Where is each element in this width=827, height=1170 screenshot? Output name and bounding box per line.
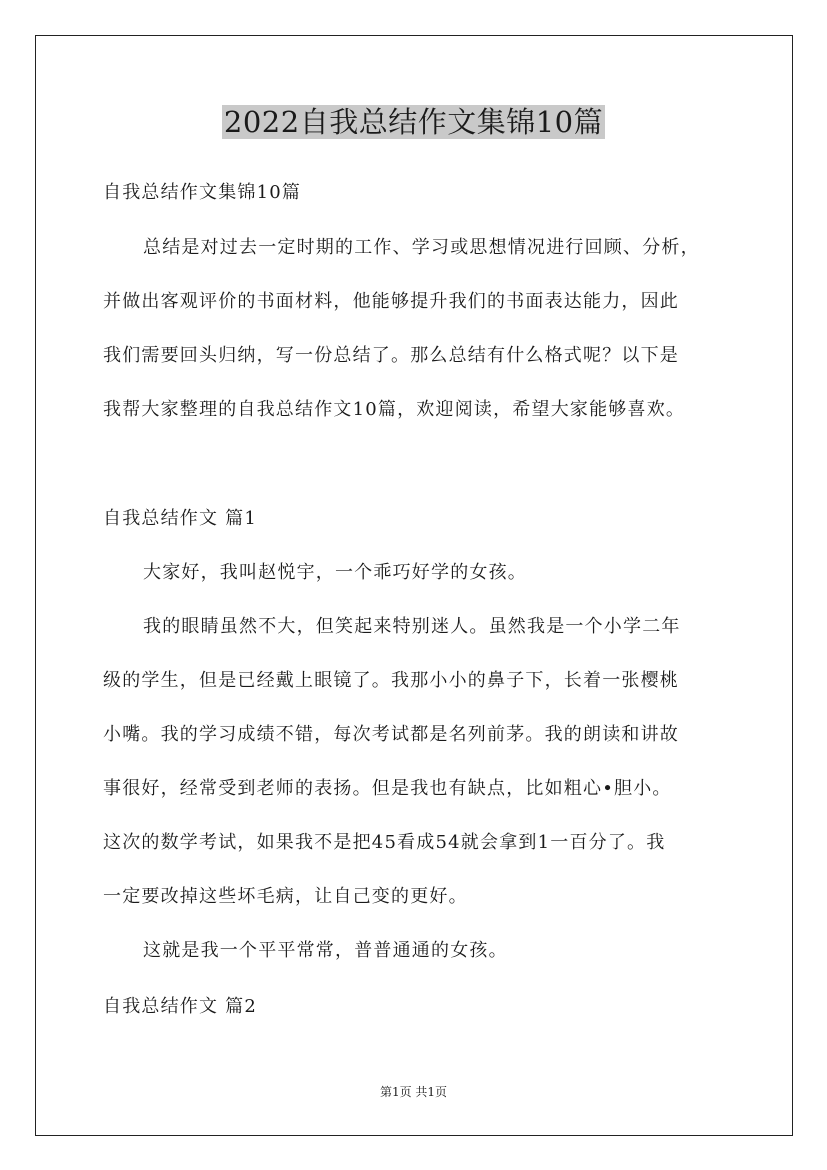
page-number-footer: 第1页 共1页 <box>379 1085 448 1099</box>
intro-line-4: 我帮大家整理的自我总结作文10篇，欢迎阅读，希望大家能够喜欢。 <box>103 399 686 420</box>
section-1-paragraph-2-line-1: 我的眼睛虽然不大，但笑起来特别迷人。虽然我是一个小学二年 <box>143 616 681 637</box>
document-subtitle: 自我总结作文集锦10篇 <box>103 182 302 203</box>
section-2-heading: 自我总结作文 篇2 <box>103 996 257 1017</box>
document-title: 2022自我总结作文集锦10篇 <box>223 105 604 139</box>
intro-line-1: 总结是对过去一定时期的工作、学习或思想情况进行回顾、分析， <box>143 237 700 258</box>
section-1-paragraph-2-line-3: 小嘴。我的学习成绩不错，每次考试都是名列前茅。我的朗读和讲故 <box>103 724 679 745</box>
section-1-paragraph-2-line-5: 这次的数学考试，如果我不是把45看成54就会拿到1一百分了。我 <box>103 832 666 853</box>
intro-line-3: 我们需要回头归纳，写一份总结了。那么总结有什么格式呢？以下是 <box>103 345 679 366</box>
section-1-paragraph-3: 这就是我一个平平常常，普普通通的女孩。 <box>143 940 508 961</box>
intro-line-2: 并做出客观评价的书面材料，他能够提升我们的书面表达能力，因此 <box>103 291 679 312</box>
section-1-paragraph-1: 大家好，我叫赵悦宇，一个乖巧好学的女孩。 <box>143 562 527 583</box>
section-1-paragraph-2-line-2: 级的学生，但是已经戴上眼镜了。我那小小的鼻子下，长着一张樱桃 <box>103 670 679 691</box>
section-1-heading: 自我总结作文 篇1 <box>103 508 257 529</box>
section-1-paragraph-2-line-6: 一定要改掉这些坏毛病，让自己变的更好。 <box>103 886 468 907</box>
section-1-paragraph-2-line-4: 事很好，经常受到老师的表扬。但是我也有缺点，比如粗心•胆小。 <box>103 778 672 799</box>
